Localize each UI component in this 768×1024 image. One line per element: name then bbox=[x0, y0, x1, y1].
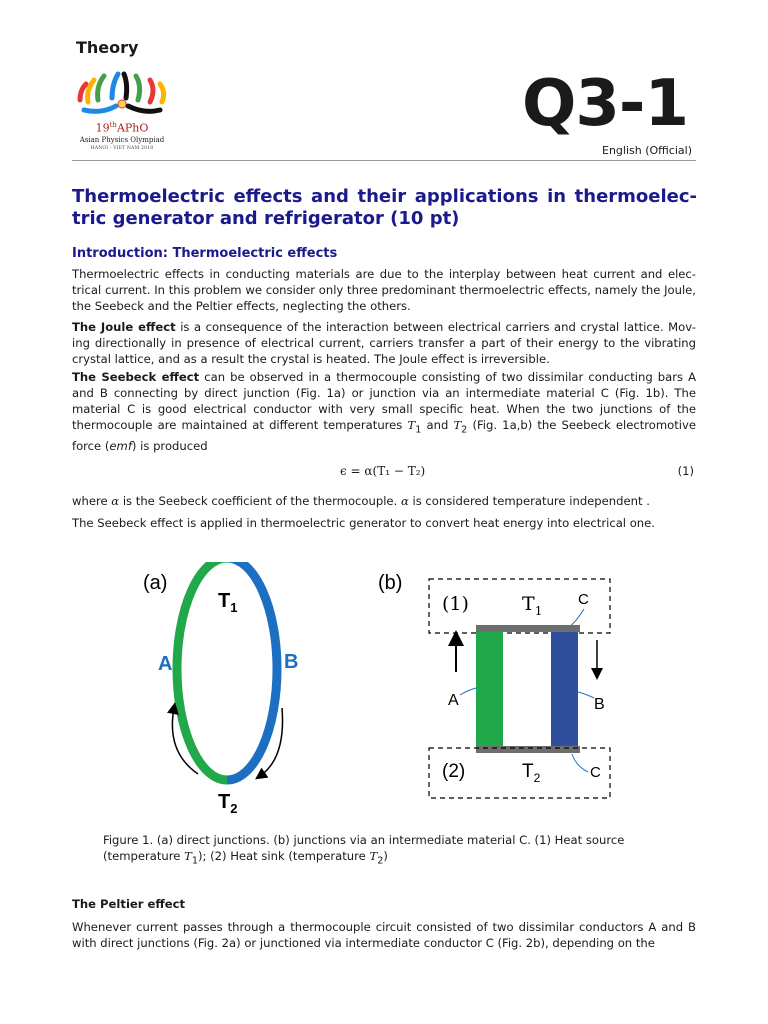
fig-1a-T2: $T_2$ bbox=[218, 791, 238, 816]
fig-1b-B-leader bbox=[578, 692, 594, 698]
fig-1b-T1: $T_1$ bbox=[522, 593, 543, 618]
fig-1b-A-leader bbox=[460, 688, 476, 695]
fig-1b-A: A bbox=[448, 692, 459, 709]
seebeck-equation: ϵ = α(T₁ − T₂) bbox=[340, 464, 426, 478]
intro-heading: Introduction: Thermoelectric effects bbox=[72, 246, 338, 261]
intro-paragraph: Thermoelectric effects in conducting materials are due to the interplay between heat current and elec-trical current. In this problem we consider only three predominant thermoelectric effects, namely the Joule, the Seebeck and the Peltier effects, neglecting the others. bbox=[72, 267, 696, 313]
fig-1b-C-top: C bbox=[578, 591, 589, 608]
logo-edition: 19thAPhO bbox=[95, 121, 149, 135]
fig-1b-B: B bbox=[594, 696, 605, 713]
seebeck-coefficient-paragraph: where α is the Seebeck coefficient of the thermocouple. α is considered temperature independent . bbox=[72, 494, 650, 508]
fig-1a-A: A bbox=[158, 653, 173, 675]
equation-number: (1) bbox=[677, 464, 694, 478]
conductor-b-bar bbox=[551, 632, 578, 746]
heat-source-label: (1) bbox=[442, 593, 469, 615]
seebeck-paragraph: The Seebeck effect can be observed in a thermocouple consisting of two dissimilar conducting bars A and B connecting by direct junction (Fig. 1a) or junction via an intermediate material C (Fig. 1b). The material C is good electrical conductor with very small specific heat. When the two junctions of the thermocouple are maintained at different temperatures $T_1$ and $T_2$ (Fig. 1a,b) the Seebeck electromotive force (emf) is produced bbox=[72, 370, 697, 454]
fig-1b-label: (b) bbox=[378, 572, 403, 594]
apho-logo bbox=[72, 64, 172, 174]
conductor-a-bar bbox=[476, 632, 503, 746]
fig-1a-label: (a) bbox=[143, 572, 168, 594]
conductor-b-arc bbox=[227, 562, 277, 780]
peltier-paragraph: Whenever current passes through a thermocouple circuit consisted of two dissimilar conductors A and B with direct junctions (Fig. 2a) or junctioned via intermediate conductor C (Fig. 2b), depending on the bbox=[72, 920, 696, 950]
figure-1-caption: Figure 1. (a) direct junctions. (b) junctions via an intermediate material C. (1) Heat source (temperature $T_1$); (2) Heat sink (temperature $T_2$) bbox=[103, 833, 625, 867]
top-junction-bar bbox=[476, 625, 580, 632]
section-label: Theory bbox=[76, 38, 139, 57]
bottom-junction-bar bbox=[476, 746, 580, 753]
peltier-heading: The Peltier effect bbox=[72, 897, 186, 911]
fig-1b-C-bottom: C bbox=[590, 764, 601, 781]
fig-1b-C-bottom-leader bbox=[572, 754, 588, 772]
language-label: English (Official) bbox=[602, 144, 692, 157]
fig-1a-B: B bbox=[284, 651, 299, 673]
logo-org-name: Asian Physics Olympiad bbox=[79, 136, 165, 144]
figure-1b bbox=[378, 572, 610, 798]
seebeck-application-paragraph: The Seebeck effect is applied in thermoelectric generator to convert heat energy into electrical one. bbox=[72, 516, 655, 530]
figure-1a bbox=[143, 562, 298, 816]
logo-place-year: HANOI - VIET NAM 2018 bbox=[90, 146, 154, 151]
question-number: Q3-1 bbox=[521, 67, 688, 141]
heat-sink-label: (2) bbox=[442, 761, 466, 782]
joule-paragraph: The Joule effect is a consequence of the interaction between electrical carriers and crystal lattice. Mov-ing directionally in presence of electrical current, carriers transfer a part of their energy to the vibrating crystal lattice, and as a result the crystal is heated. The Joule effect is irreversible. bbox=[72, 320, 696, 366]
fig-1b-T2: $T_2$ bbox=[522, 761, 541, 785]
fig-1a-T1: $T_1$ bbox=[218, 590, 238, 615]
problem-title: Thermoelectric effects and their applications in thermoelec-tric generator and refrigerator (10 pt) bbox=[72, 186, 697, 229]
header-divider bbox=[72, 160, 696, 161]
figure-1 bbox=[110, 562, 630, 818]
